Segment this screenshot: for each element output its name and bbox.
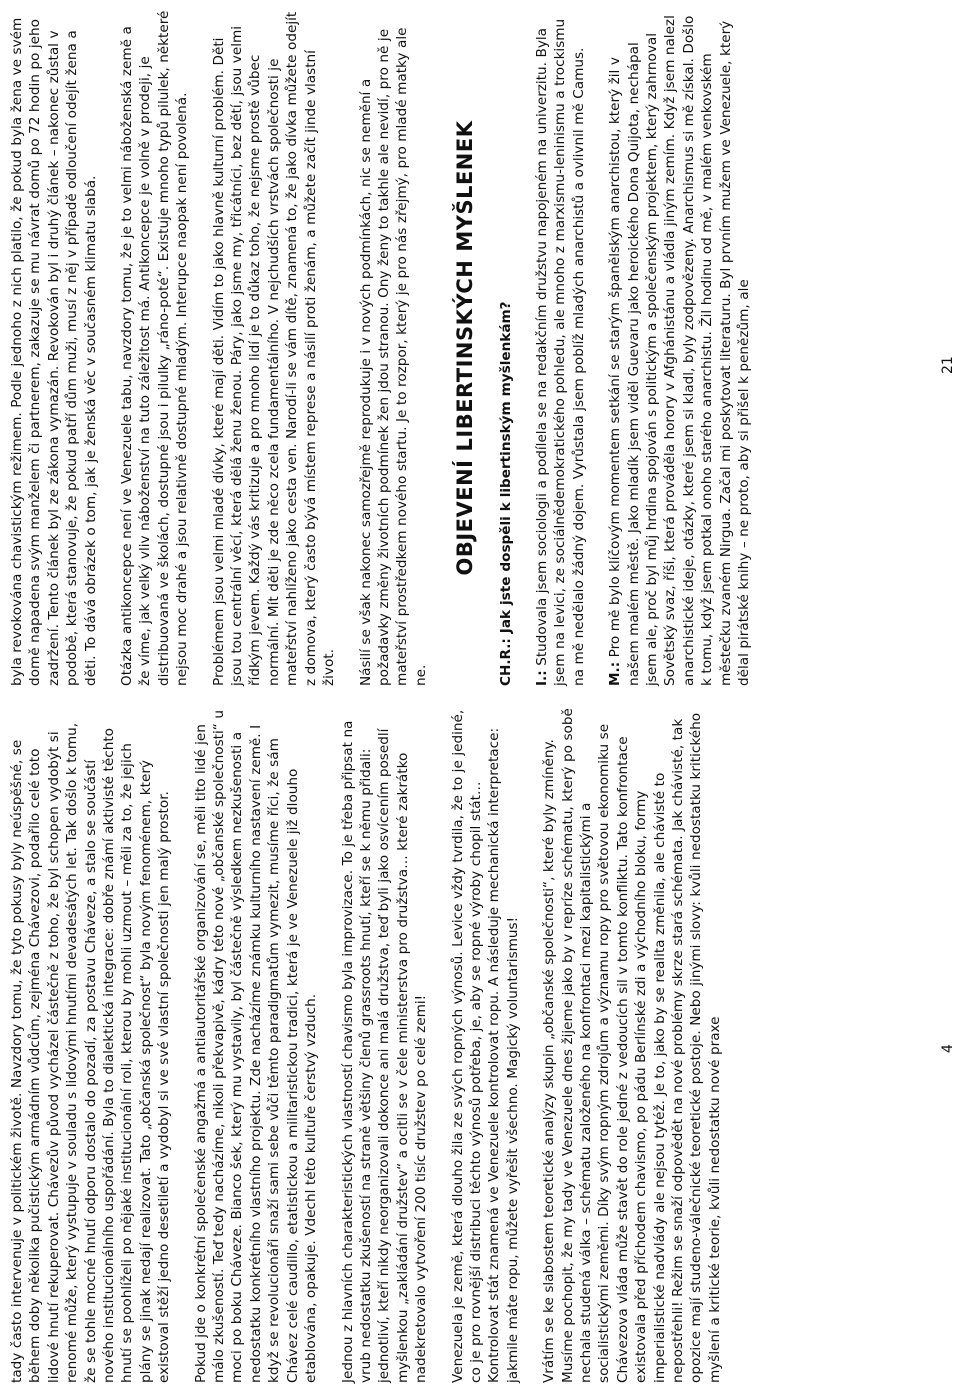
paragraph: Jednou z hlavních charakteristických vlastností chavismo byla improvizace. To je třeba připsat na vrub nedostatku zkušeností na straně většiny členů grassroots hnutí, kteří se k němu přidali: jednotliví, kteří nikdy neorganizovali dokonce ani malá družstva, teď byli jako osvícením posedlí myšlenkou „zakládání družstev“ a ocitli se v čele ministerstva pro družstva… které zakrátko nadekretovalo vytvoření 200 tisíc družstev po celé zemi!: [339, 720, 430, 1383]
paragraph: Problémem jsou velmi mladé dívky, které mají děti. Vidím to jako hlavně kulturní problém. Děti jsou tou centrální věcí, která dělá ženu ženou. Páry, jako jsme my, třicátníci, bez dětí, jsou velmi řídkým jevem. Každý vás kritizuje a pro mnoho lidí je to důkaz toho, že nejsme prostě vůbec normální. Mít děti je zde něco zcela fundamentálního. V nejchudších vrstvách společnosti je mateřství nahlíženo jako cesta ven. Narodí-li se vám dítě, znamená to, že jako dívka můžete odejít z domova, který často bývá místem represe a násilí proti ženám, a můžete začít jinde vlastní život.: [210, 11, 338, 686]
page-left-text: [8, 707, 742, 1383]
page-left-rotated: [0, 699, 960, 1389]
page-right-rotated: [0, 4, 960, 694]
interview-question: CH.R.: Jak jste dospěli k libertinským myšlenkám?: [497, 301, 514, 686]
paragraph: byla revokována chavistickým režimem. Podle jednoho z nich platilo, že pokud byla žena ve svém domě napadena svým manželem či partnerem, zakazuje se mu návrat domů po 72 hodin po jeho zadržení. Tento článek byl ze zákona vymazán. Revokován byl i druhý článek – nakonec zůstal v podobě, která stanovuje, že pokud patří dům muži, musí z něj v případě odloučení odejít žena a děti. To dává obrázek o tom, jak je ženská věc v současném klimatu slabá.: [9, 17, 99, 686]
paragraph: Venezuela je země, která dlouho žila ze svých ropných výnosů. Levice vždy tvrdila, že to je jediné, co je pro rovnější distribuci těchto výnosů potřeba, je, aby se ropné výroby chopil stát… Kontrolovat stát znamená ve Venezuele kontrolovat ropu. A následuje mechanická interpretace: jakmile máte ropu, můžete vyřešit všechno. Magický voluntarismus!: [449, 709, 521, 1383]
page-right: [0, 0, 960, 694]
paragraph: Otázka antikoncepce není ve Venezuele tabu, navzdory tomu, že je to velmi náboženská země a že víme, jak velký vliv náboženství na tuto záležitost má. Antikoncepce je volně v prodeji, je distribuovaná ve školách, dostupné jsou i pilulky „ráno-poté“. Existuje mnoho typů pilulek, některé nejsou moc drahé a jsou relativně dostupné mladým. Interupce naopak není povolená.: [119, 10, 191, 686]
interview-answer: [533, 10, 588, 686]
paragraph: Vrátím se ke slabostem teoretické analýzy skupin „občanské společnosti“, které byly zmíněny. Musíme pochopit, že my tady ve Venezuele dnes žijeme jako by v repríze schématu, který po sobě nechala studená válka – schématu založeného na konfrontaci mezi kapitalistickými a socialistickými zeměmi. Díky svým ropným zdrojům a významu ropy pro světovou ekonomiku se Chávezova vláda může stavět do role jedné z vedoucích sil v tomto konfliktu. Tato konfrontace existovala před příchodem chavismo, po pádu Berlínské zdi a východního bloku, formy imperialistické nadvlády ale nejsou tytéž. Je to, jako by se realita změnila, ale chávisté to nepostřehli! Režim se snaží odpovědět na nové problémy skrze stará schémata. Jak chávisté, tak opozice mají studeno-válečnické teoretické postoje. Nebo jinými slovy: kvůli nedostatku kritického myšlení a kritické teorie, kvůli nedostatku nové praxe: [541, 708, 723, 1383]
paragraph: tady často intervenuje v politickém životě. Navzdory tomu, že tyto pokusy byly neúspěšné, se během doby několika pučistickým armádním vůdcům, zejména Chávezovi, podařilo celé toto lidové hnutí rekuperovat. Chávezův původ vycházel částečně z toho, že byl schopen vydobýt si renomé může, který vystupuje v souladu s lidovými hnutími devadesátých let. Tak došlo k tomu, že se tohle mocné hnutí odporu dostalo do pozadí, za postavu Cháveze, a stalo se součástí nového institucionálního uspořádání. Byla to dialektická integrace: dobře známí aktivisté těchto hnutí se poohlíželi po nějaké institucionální roli, kterou by mohli uzmout – měli za to, že jejich plány se jinak nedají realizovat. Tato „občanská společnost“ byla novým fenoménem, který existoval stěží jedno desetiletí a vydobyl si ve své vlastní společnosti jen malý prostor.: [9, 722, 173, 1383]
speaker-label: I.:: [533, 670, 550, 686]
page-number: 4: [940, 1044, 956, 1053]
paragraph: Násilí se však nakonec samozřejmě reprodukuje i v nových podmínkách, nic se nemění a požadavky změny životních podmínek žen jdou stranou. Ony ženy to takhle ale nevidí, pro ně je mateřství prostředkem nového startu. Je to rozpor, který je pro nás zřejmý, pro mladé matky ale ne.: [357, 27, 429, 686]
page-number: 21: [940, 356, 956, 374]
section-heading: OBJEVENÍ LIBERTINSKÝCH MYŠLENEK: [453, 120, 478, 576]
answer-text: Pro mě bylo klíčovým momentem setkání se starým španělským anarchistou, který žil v našem malém městě. Jako mladík jsem viděl Guevaru jako heroického Dona Quijota, nechápal jsem ale, proč byl můj hrdina spojován s politickým a společenským projektem, který zahrnoval Sovětský svaz, říši, která prováděla horory v Afghánistánu a vládla jiným zemím. Když jsem nalezl anarchistické ideje, otázky, které jsem si kladl, byly zodpovězeny. Anarchismus si mě získal. Došlo k tomu, když jsem potkal onoho starého anarchistu. Žil hodinu od mě, v malém venkovském městečku zvaném Nirgua. Začal mi poskytovat literaturu. Byl prvním mužem ve Venezuele, který dělal pirátské knihy – ne proto, aby si přišel k penězům, ale: [607, 15, 752, 686]
answer-text: Studovala jsem sociologii a podílela se na redakčním družstvu napojeném na univerzitu. Byla jsem na levici, ze sociálnědemokratického pohledu, ale mnoho z marxismu-leninismu a trockismu na mě nedělalo žádný dojem. Vyrůstala jsem poblíž mladých anarchistů a ovlivnil mě Camus.: [533, 18, 587, 686]
page-right-text: [8, 10, 771, 686]
paragraph: Pokud jde o konkrétní společenské angažmá a antiautoritářské organizování se, měli tito lidé jen málo zkušeností. Teď tedy nacházíme, nikoli překvapivě, kádry této nové „občanské společnosti“ u moci po boku Cháveze. Bianco šek, který mu vystavily, byl částečně výsledkem nezkušenosti a nedostatku konkrétního vlastního projektu. Zde nacházíme známku kulturního nastavení země. I když se revolucionáři snaží sami sebe vůči těmto paradigmatům vymezit, musíme říci, že sám Chávez celé caudillo, etatistickou a militaristickou tradici, která je ve Venezuele již dlouho etablována, opakuje. Vdechl této kultuře čerstvý vzduch.: [192, 710, 320, 1383]
speaker-label: M.:: [607, 661, 624, 686]
page-left: [0, 694, 960, 1389]
interview-answer: [606, 10, 753, 686]
